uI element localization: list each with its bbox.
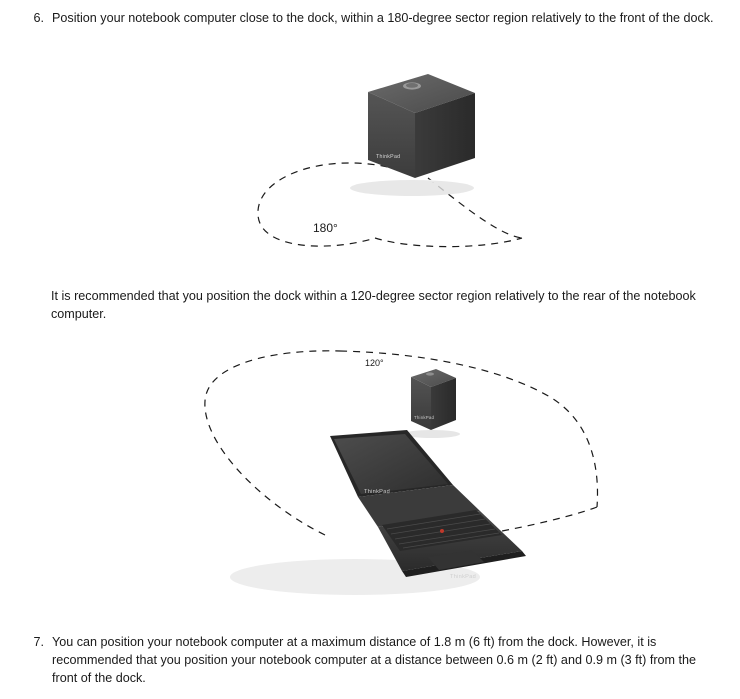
figure-dock-180-degree: [200, 60, 580, 260]
step-number: 7.: [33, 635, 44, 649]
step-text: You can position your notebook computer at a maximum distance of 1.8 m (6 ft) from the dock. However, it is recommended that you position your notebook computer at a distance between 0.6 m (2 ft) and 0.9 m (3 ft) from the front of the dock.: [52, 635, 697, 685]
figure-120-graphic: [150, 335, 630, 620]
trackpoint-icon: [440, 529, 444, 533]
step-number: 6.: [33, 11, 44, 25]
laptop-brand-label: ThinkPad: [450, 574, 477, 580]
step-item-7: [26, 634, 716, 688]
laptop-lid-brand-label: ThinkPad: [364, 489, 391, 495]
figure-dock-120-degree: [150, 335, 630, 620]
dock2-top-button: [426, 372, 434, 375]
step-text: Position your notebook computer close to the dock, within a 180-degree sector region relatively to the front of the dock.: [52, 11, 714, 25]
sector-arc-bottom: [375, 238, 522, 247]
dock-brand-label: ThinkPad: [376, 154, 401, 160]
figure-180-graphic: [200, 60, 580, 260]
dock2-side-face: [431, 378, 456, 430]
recommendation-paragraph: It is recommended that you position the dock within a 120-degree sector region relatively to the rear of the notebook computer.: [51, 289, 696, 321]
step-item-6: [26, 10, 716, 28]
dock2-brand-label: ThinkPad: [414, 415, 435, 420]
dock-shadow: [350, 180, 474, 196]
dock-top-button-inner: [406, 83, 418, 88]
angle-label-180: 180°: [313, 221, 338, 235]
dock-front-pointer-arrow: [390, 172, 400, 181]
sector120-arc-left: [205, 351, 340, 535]
angle-label-120: 120°: [365, 358, 384, 368]
